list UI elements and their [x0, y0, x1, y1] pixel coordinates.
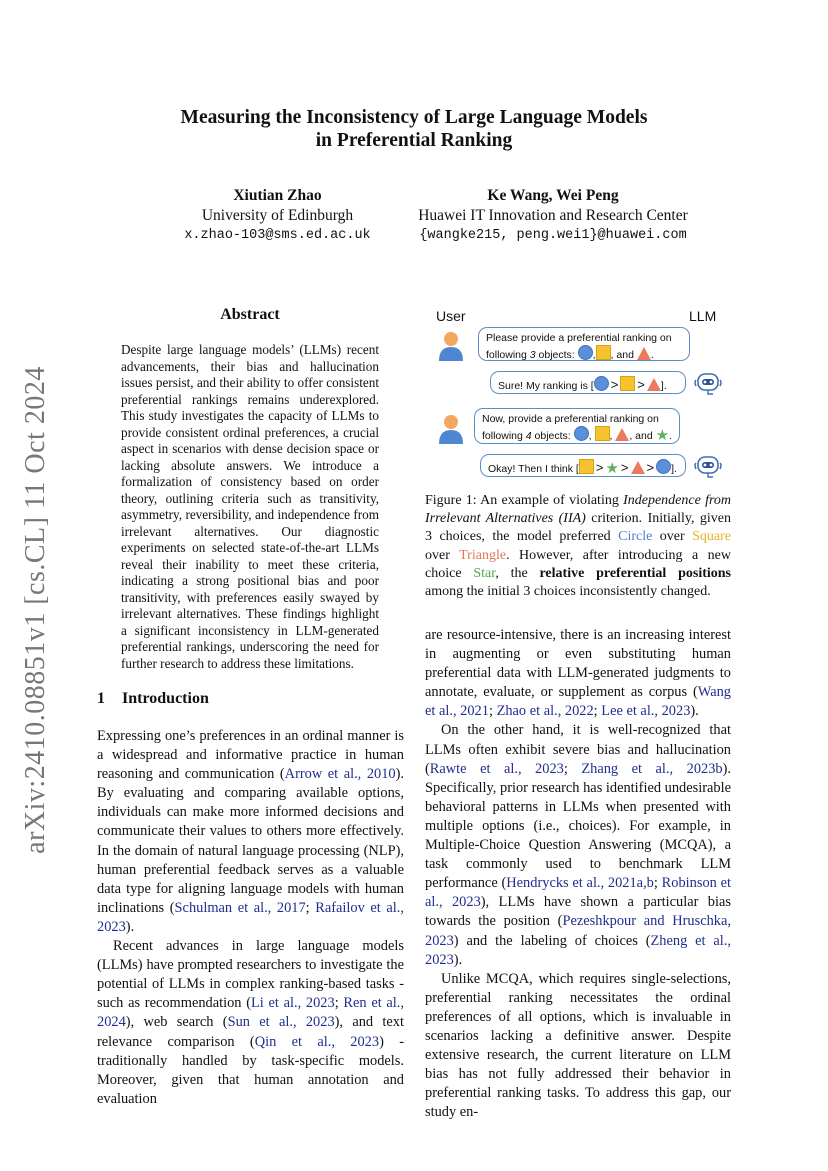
right-column-body: [425, 626, 731, 1122]
paragraph: are resource-intensive, there is an increasing interest in augmenting or even substituting human preferential data with LLM-generated judgments to annotate, evaluate, or supplement as corpus (Wang et al., 2021; Zhao et al., 2022; Lee et al., 2023).: [425, 627, 731, 720]
llm-answer-bubble-1: Sure! My ranking is [ > > ].: [490, 371, 686, 394]
paragraph: Recent advances in large language models (LLMs) have prompted researchers to investigate the potential of LLMs in complex ranking-based tasks - such as recommendation (Li et al., 2023; Ren et al., 2024), web search (Sun et al., 2023), and text relevance comparison (Qin et al., 2023) - traditionally handled by task-specific models. Moreover, given that human annotation and evaluation: [97, 938, 404, 1107]
title-line-2: in Preferential Ranking: [315, 130, 513, 151]
user-avatar-icon: [438, 330, 464, 362]
title-line-1: Measuring the Inconsistency of Large Language Models: [180, 107, 648, 128]
author-affiliation: University of Edinburgh: [201, 207, 354, 224]
user-prompt-bubble-2: Now, provide a preferential ranking on following 4 objects: , , , and ★.: [474, 408, 680, 444]
paragraph: On the other hand, it is well-recognized that LLMs often exhibit severe bias and hallucination (Rawte et al., 2023; Zhang et al., 2023b). Specifically, prior research has identified undesirable behavioral patterns in LLMs when presented with multiple options (i.e., choices). For example, in Multiple-Choice Question Answering (MCQA), a task commonly used to benchmark LLM performance (Hendrycks et al., 2021a,b; Robinson et al., 2023), LLMs have shown a particular bias towards the position (Pezeshkpour and Hruschka, 2023) and the labeling of choices (Zheng et al., 2023).: [425, 722, 731, 968]
circle-shape-icon: [574, 426, 589, 441]
paragraph: Expressing one’s preferences in an ordinal manner is a widespread and informative practice in human reasoning and communication (Arrow et al., 2010). By evaluating and comparing available options, individuals can make more informed decisions and communicate their values to others more effectively. In the domain of natural language processing (NLP), human preferential feedback serves as a valuable data type for aligning language models with human inclinations (Schulman et al., 2017; Rafailov et al., 2023).: [97, 728, 404, 935]
citation-link[interactable]: Lee et al., 2023: [601, 703, 691, 720]
citation-link[interactable]: Arrow et al., 2010: [284, 766, 396, 783]
circle-shape-icon: [594, 376, 609, 391]
triangle-shape-icon: [615, 428, 629, 441]
square-shape-icon: [579, 459, 594, 474]
citation-link[interactable]: Qin et al., 2023: [254, 1033, 380, 1050]
arxiv-side-stamp: [16, 366, 56, 854]
circle-shape-icon: [656, 459, 671, 474]
citation-link[interactable]: Zhao et al., 2022: [496, 703, 594, 720]
square-shape-icon: [620, 376, 635, 391]
left-column-body: [97, 727, 404, 1109]
user-prompt-bubble-1: Please provide a preferential ranking on following 3 objects: , , and .: [478, 327, 690, 361]
paragraph: Unlike MCQA, which requires single-selections, preferential ranking necessitates the ordinal preferences of all options, which is invaluable in scenarios lacking a definitive answer. Despite extensive research, the current literature on LLM bias has not fully addressed their behavior in preferential ranking tasks. To address this gap, our study en-: [425, 970, 731, 1121]
citation-link[interactable]: Wang et al., 2021: [425, 684, 731, 720]
author-name: Xiutian Zhao: [233, 187, 322, 204]
citation-link[interactable]: Rafailov et al., 2023: [97, 899, 404, 935]
citation-link[interactable]: Schulman et al., 2017: [174, 899, 306, 916]
square-shape-icon: [596, 345, 611, 360]
section-number: 1: [97, 690, 105, 707]
abstract-heading: Abstract: [220, 306, 280, 323]
user-avatar-icon: [438, 413, 464, 445]
user-label: User: [436, 308, 466, 324]
citation-link[interactable]: Zhang et al., 2023b: [581, 760, 723, 777]
author-affiliation: Huawei IT Innovation and Research Center: [418, 207, 688, 224]
star-shape-icon: ★: [605, 460, 619, 477]
author-block-1: [170, 186, 385, 246]
section-title: Introduction: [122, 690, 209, 707]
square-shape-icon: [595, 426, 610, 441]
citation-link[interactable]: Hendrycks et al., 2021a,b: [506, 875, 654, 892]
author-email: {wangke215, peng.wei1}@huawei.com: [419, 228, 687, 243]
citation-link[interactable]: Zheng et al., 2023: [425, 932, 731, 968]
robot-icon: [693, 453, 723, 479]
llm-answer-bubble-2: Okay! Then I think [ > ★ > > ].: [480, 454, 686, 477]
citation-link[interactable]: Ren et al., 2024: [97, 995, 404, 1031]
triangle-shape-icon: [637, 347, 651, 360]
figure-caption: Figure 1: An example of violating Independence from Irrelevant Alternatives (IIA) criterion. Initially, given 3 choices, the model preferred Circle over Square over Triangle. However, after introducing a new choice Star, the relative preferential positions among the initial 3 choices inconsistently changed.: [425, 493, 731, 600]
author-name: Ke Wang, Wei Peng: [487, 187, 619, 204]
section-heading: [97, 690, 209, 708]
abstract-text: Despite large language models’ (LLMs) recent advancements, their bias and hallucination issues persist, and their ability to offer consistent preferential rankings remains underexplored. This study investigates the capacity of LLMs to provide consistent ordinal preferences, a crucial aspect in scenarios with dense decision space or lacking absolute answers. We introduce a formalization of consistency based on order theory, outlining criteria such as transitivity, asymmetry, reversibility, and independence from irrelevant alternatives. Our diagnostic experiments on selected state-of-the-art LLMs reveal their inability to meet these criteria, indicating a strong positional bias and poor transitivity, with preferences easily swayed by irrelevant alternatives. These findings highlight a significant inconsistency in LLM-generated preferential rankings, underscoring the need for further research to address these limitations.: [121, 342, 379, 671]
robot-icon: [693, 370, 723, 396]
citation-link[interactable]: Sun et al., 2023: [227, 1014, 335, 1031]
figure-1: [425, 300, 735, 490]
citation-link[interactable]: Pezeshkpour and Hruschka, 2023: [425, 913, 731, 949]
triangle-shape-icon: [631, 461, 645, 474]
triangle-shape-icon: [647, 378, 661, 391]
author-block-2: [398, 186, 708, 246]
author-email: x.zhao-103@sms.ed.ac.uk: [184, 228, 371, 243]
paper-title: [120, 106, 708, 152]
citation-link[interactable]: Robinson et al., 2023: [425, 875, 731, 911]
citation-link[interactable]: Li et al., 2023: [251, 995, 335, 1012]
llm-label: LLM: [689, 308, 717, 324]
citation-link[interactable]: Rawte et al., 2023: [429, 760, 564, 777]
circle-shape-icon: [578, 345, 593, 360]
star-shape-icon: ★: [655, 427, 670, 444]
arxiv-identifier: arXiv:2410.08851v1 [cs.CL] 11 Oct 2024: [20, 366, 52, 854]
